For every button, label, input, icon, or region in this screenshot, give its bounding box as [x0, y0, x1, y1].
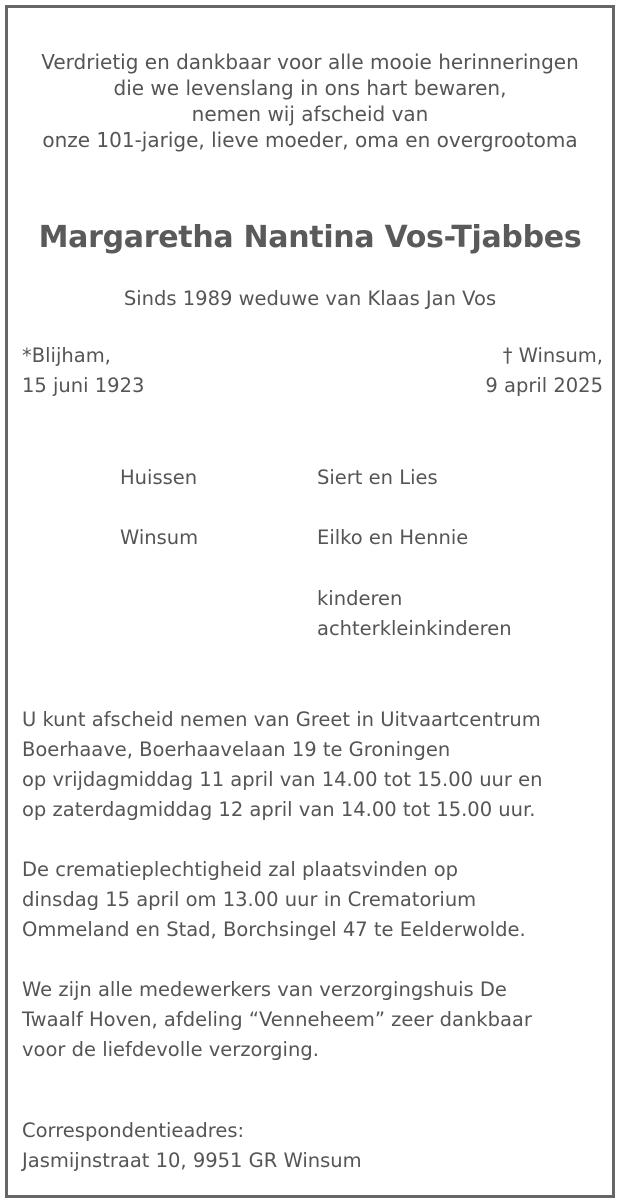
family-names-2: Eilko en Hennie [317, 526, 469, 549]
visitation-line-3: op vrijdagmiddag 11 april van 14.00 tot 15.00 uur en [22, 768, 543, 791]
birth-place: *Blijham, [22, 344, 111, 367]
intro-line-2: die we levenslang in ons hart bewaren, [113, 76, 507, 100]
death-notice-card [5, 5, 615, 1198]
family-place-2: Winsum [120, 526, 199, 549]
birth-date: 15 juni 1923 [22, 374, 145, 397]
intro-line-1: Verdrietig en dankbaar voor alle mooie herinneringen [41, 50, 579, 74]
cremation-line-2: dinsdag 15 april om 13.00 uur in Crematorium [22, 888, 477, 911]
visitation-line-2: Boerhaave, Boerhaavelaan 19 te Groningen [22, 738, 451, 761]
correspondence-address: Jasmijnstraat 10, 9951 GR Winsum [22, 1149, 362, 1172]
cremation-line-3: Ommeland en Stad, Borchsingel 47 te Eelderwolde. [22, 918, 526, 941]
visitation-line-1: U kunt afscheid nemen van Greet in Uitvaartcentrum [22, 708, 541, 731]
thanks-line-3: voor de liefdevolle verzorging. [22, 1038, 319, 1061]
family-extra-2: achterkleinkinderen [317, 617, 512, 640]
thanks-line-2: Twaalf Hoven, afdeling “Venneheem” zeer dankbaar [22, 1008, 532, 1031]
visitation-line-4: op zaterdagmiddag 12 april van 14.00 tot 15.00 uur. [22, 798, 536, 821]
cremation-line-1: De crematieplechtigheid zal plaatsvinden op [22, 858, 459, 881]
family-place-1: Huissen [120, 466, 198, 489]
intro-line-3: nemen wij afscheid van [191, 102, 429, 126]
death-date: 9 april 2025 [485, 374, 603, 397]
correspondence-label: Correspondentieadres: [22, 1119, 245, 1142]
family-names-1: Siert en Lies [317, 466, 438, 489]
family-extra-1: kinderen [317, 587, 403, 610]
widow-subtitle: Sinds 1989 weduwe van Klaas Jan Vos [123, 287, 497, 310]
death-place: † Winsum, [502, 344, 603, 367]
deceased-name: Margaretha Nantina Vos-Tjabbes [38, 220, 582, 255]
thanks-line-1: We zijn alle medewerkers van verzorgingshuis De [22, 978, 507, 1001]
intro-line-4: onze 101-jarige, lieve moeder, oma en overgrootoma [42, 128, 578, 152]
